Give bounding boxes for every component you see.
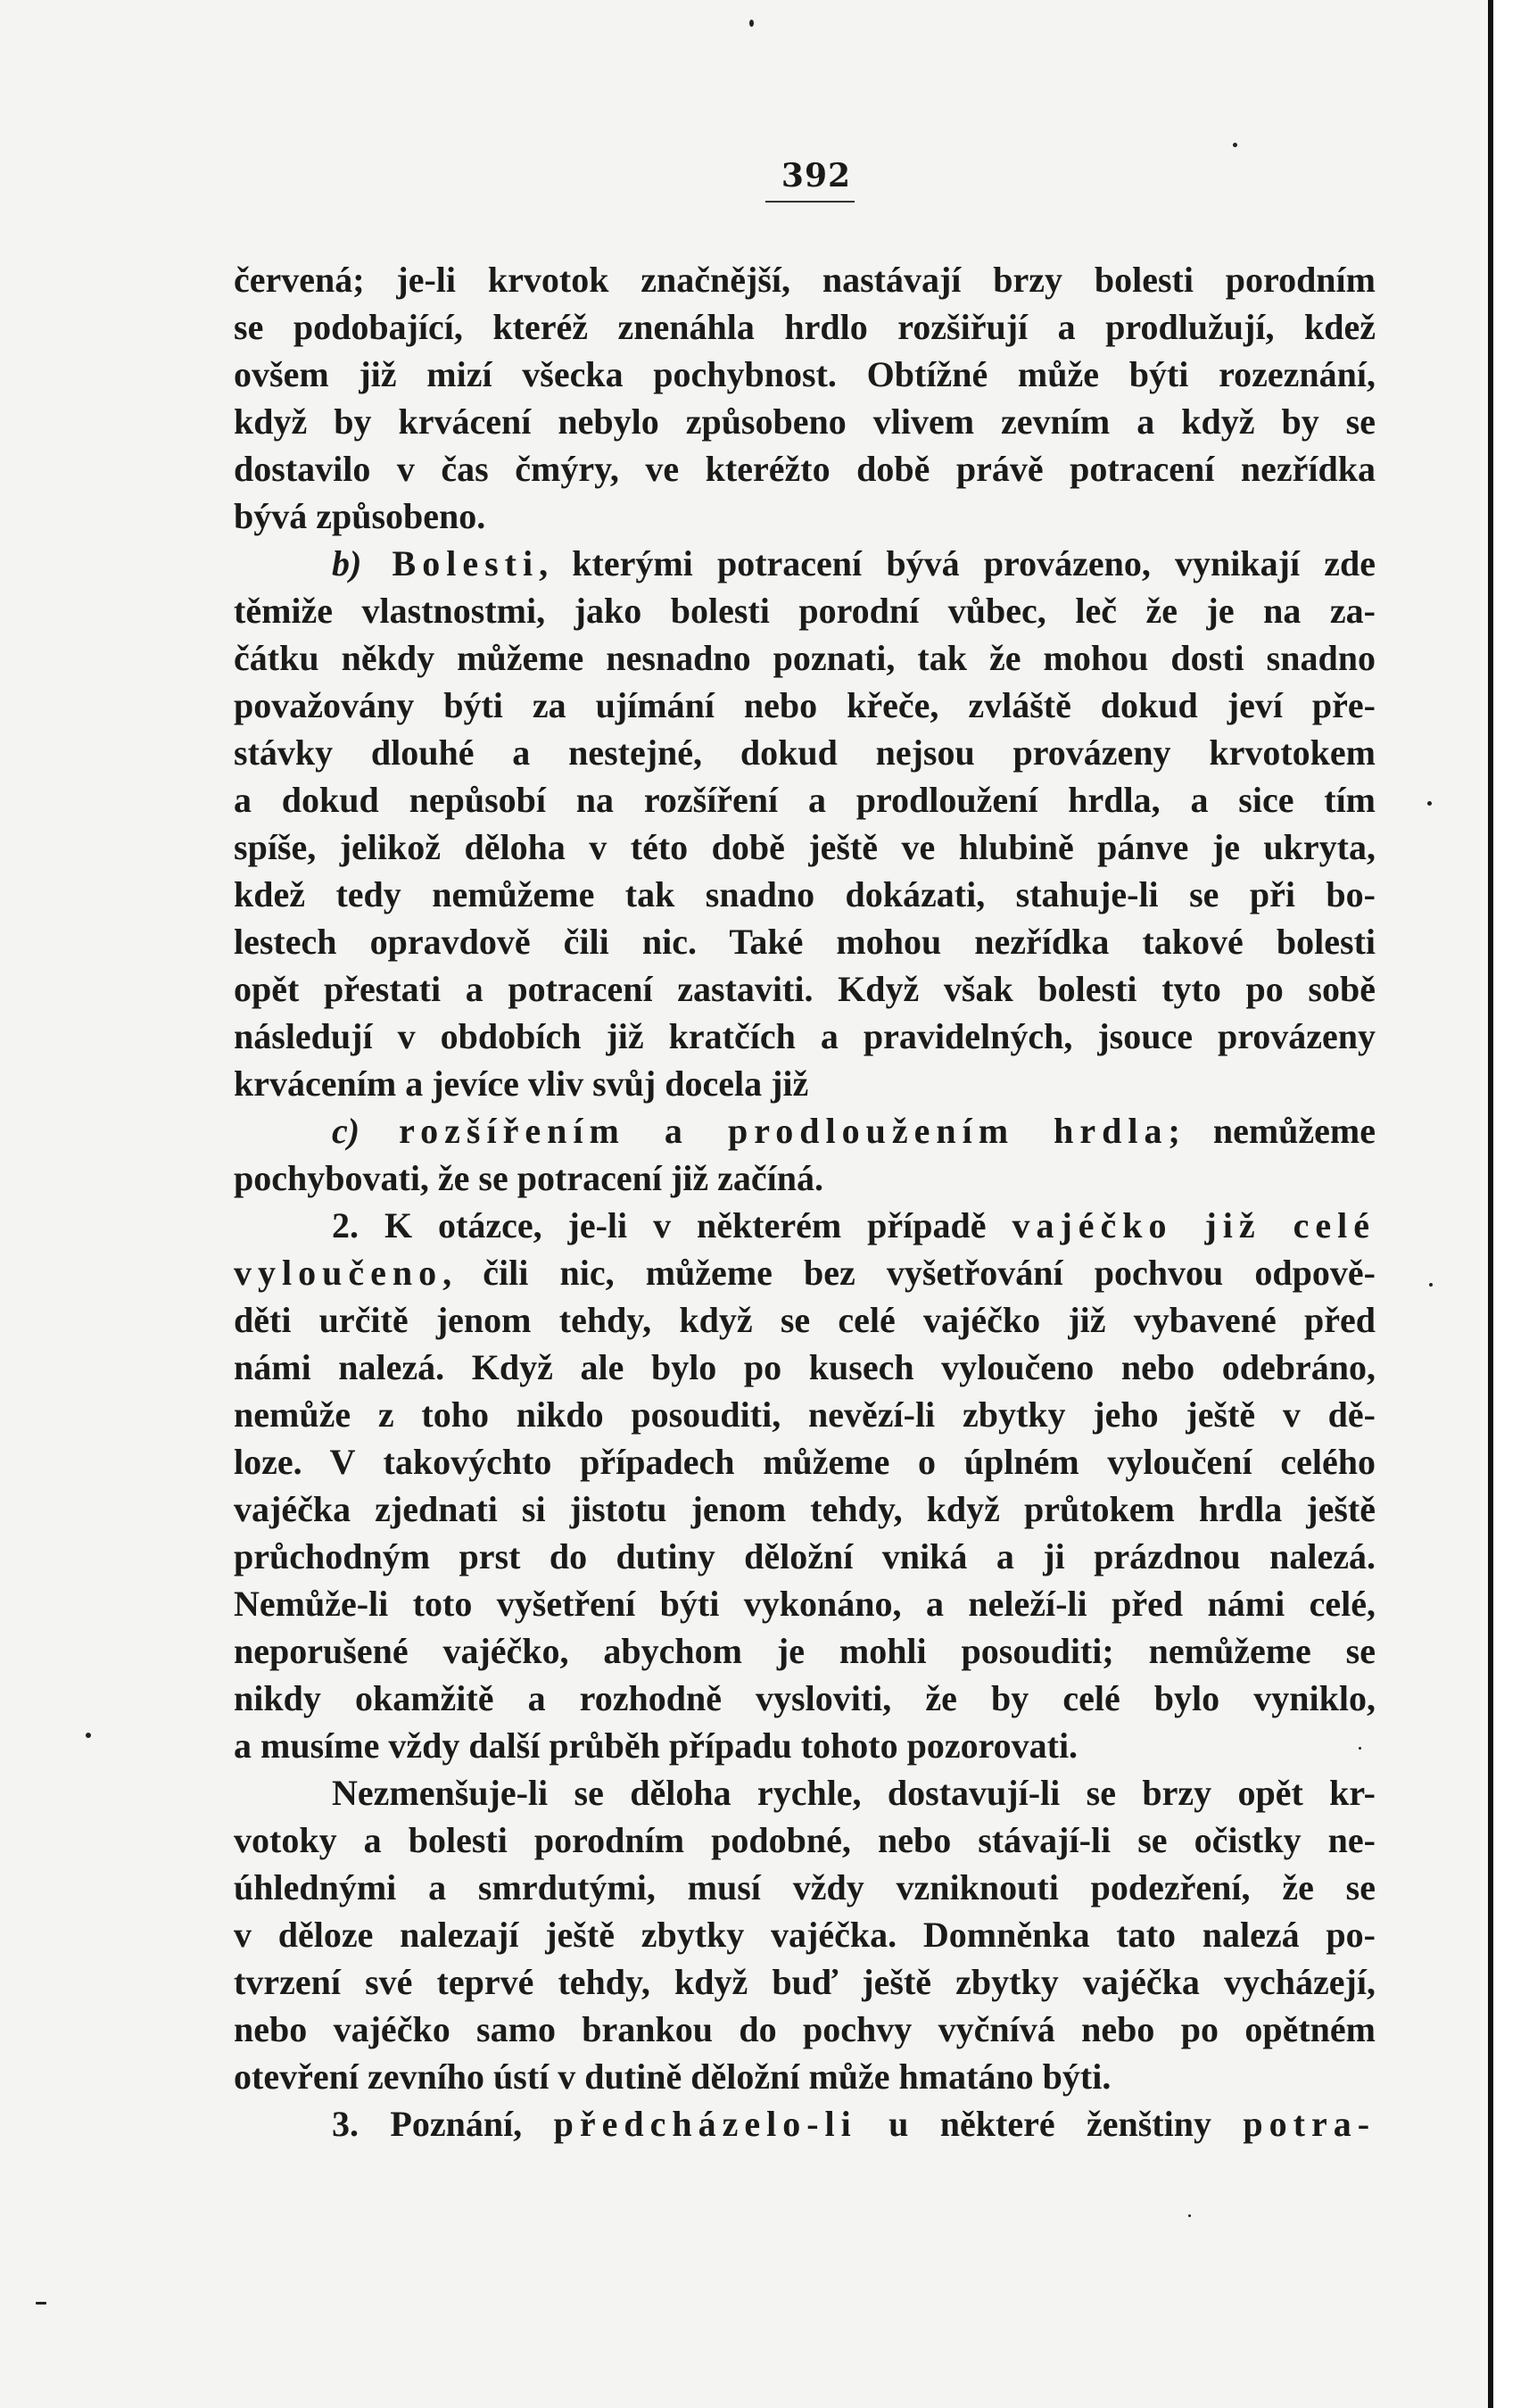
- spaced-term: Bolesti: [361, 543, 540, 583]
- paragraph-b-start: b) Bolesti, kterými potracení bývá provázeno, vynikají zde: [332, 543, 1376, 583]
- text-line: a musíme vždy další průběh případu tohoto pozorovati.: [234, 1725, 1079, 1766]
- page-number: 392: [781, 157, 852, 194]
- text-line: těmiže vlastnostmi, jako bolesti porodní vůbec, leč že je na za-: [234, 591, 1376, 631]
- text-line: pochybovati, že se potracení již začíná.: [234, 1158, 823, 1198]
- text-line: v děloze nalezají ještě zbytky vajéčka. Domněnka tato nalezá po-: [234, 1915, 1376, 1955]
- scan-speck: [1359, 1747, 1361, 1750]
- text-line: vajéčka zjednati si jistotu jenom tehdy, když průtokem hrdla ještě: [234, 1489, 1376, 1529]
- spaced-term: předcházelo-li: [553, 2104, 857, 2144]
- scan-speck: [749, 20, 754, 27]
- text-line: otevření zevního ústí v dutině děložní může hmatáno býti.: [234, 2056, 1112, 2097]
- text-line: vyloučeno, čili nic, můžeme bez vyšetřování pochvou odpově-: [234, 1253, 1376, 1293]
- text-line: votoky a bolesti porodním podobné, nebo stávají-li se očistky ne-: [234, 1820, 1376, 1860]
- page-edge-rule: [1488, 0, 1493, 2408]
- text-line: krvácením a jevíce vliv svůj docela již: [234, 1063, 809, 1104]
- text-line: neporušené vajéčko, abychom je mohli posouditi; nemůžeme se: [234, 1631, 1376, 1671]
- text-line: spíše, jelikož děloha v této době ještě ve hlubině pánve je ukryta,: [234, 827, 1376, 867]
- text-line: dostavilo v čas čmýry, ve kteréžto době právě potracení nezřídka: [234, 449, 1376, 489]
- body-text: [234, 256, 1376, 2147]
- paragraph-2-start: 2. K otázce, je-li v některém případě vajéčko již celé: [332, 1205, 1376, 1245]
- text-line: námi nalezá. Když ale bylo po kusech vyloučeno nebo odebráno,: [234, 1347, 1376, 1387]
- paragraph-c-start: c) rozšířením a prodloužením hrdla; nemůžeme: [332, 1111, 1376, 1151]
- spaced-term: vajéčko již celé: [1012, 1205, 1376, 1245]
- scan-speck: [1233, 143, 1237, 147]
- scan-speck: [1188, 2214, 1191, 2217]
- text-line: kdež tedy nemůžeme tak snadno dokázati, stahuje-li se při bo-: [234, 874, 1376, 914]
- text-line: opět přestati a potracení zastaviti. Když však bolesti tyto po sobě: [234, 969, 1376, 1009]
- text-line: Nemůže-li toto vyšetření býti vykonáno, a neleží-li před námi celé,: [234, 1584, 1376, 1624]
- text-line: bývá způsobeno.: [234, 496, 486, 536]
- paragraph-3-start: 3. Poznání, předcházelo-li u některé ženštiny potra-: [332, 2104, 1376, 2144]
- text-line: lestech opravdově čili nic. Také mohou nezřídka takové bolesti: [234, 922, 1376, 962]
- scan-speck: [36, 2302, 46, 2305]
- text-line: nemůže z toho nikdo posouditi, nevězí-li zbytky jeho ještě v dě-: [234, 1394, 1376, 1435]
- list-marker-b: b): [332, 543, 362, 583]
- scan-speck: [1429, 1283, 1433, 1287]
- text-line: a dokud nepůsobí na rozšíření a prodloužení hrdla, a sice tím: [234, 780, 1376, 820]
- text-line: považovány býti za ujímání nebo křeče, zvláště dokud jeví pře-: [234, 685, 1376, 725]
- text-line: nebo vajéčko samo brankou do pochvy vyčnívá nebo po opětném: [234, 2009, 1376, 2049]
- text-line: nikdy okamžitě a rozhodně vysloviti, že by celé bylo vyniklo,: [234, 1678, 1376, 1718]
- text-line: červená; je-li krvotok značnější, nastávají brzy bolesti porodním: [234, 260, 1376, 300]
- text-line: ovšem již mizí všecka pochybnost. Obtížné může býti rozeznání,: [234, 354, 1376, 394]
- spaced-term: potra-: [1243, 2104, 1376, 2144]
- text-line: stávky dlouhé a nestejné, dokud nejsou provázeny krvotokem: [234, 732, 1376, 773]
- text-line: když by krvácení nebylo způsobeno vlivem zevním a když by se: [234, 401, 1376, 442]
- text-line: čátku někdy můžeme nesnadno poznati, tak že mohou dosti snadno: [234, 638, 1376, 678]
- paragraph-start: Nezmenšuje-li se děloha rychle, dostavují-li se brzy opět kr-: [332, 1773, 1376, 1813]
- spaced-term: vyloučeno: [234, 1253, 443, 1293]
- text-line: úhlednými a smrdutými, musí vždy vzniknouti podezření, že se: [234, 1867, 1376, 1907]
- text-line: následují v obdobích již kratčích a pravidelných, jsouce provázeny: [234, 1016, 1376, 1056]
- scan-speck: [86, 1733, 91, 1738]
- text-line: průchodným prst do dutiny děložní vniká a ji prázdnou nalezá.: [234, 1536, 1376, 1576]
- text-line: se podobající, kteréž znenáhla hrdlo rozšiřují a prodlužují, kdež: [234, 307, 1376, 347]
- text-line: loze. V takovýchto případech můžeme o úplném vyloučení celého: [234, 1442, 1376, 1482]
- text-line: tvrzení své teprvé tehdy, když buď ještě zbytky vajéčka vycházejí,: [234, 1962, 1376, 2002]
- text-line: děti určitě jenom tehdy, když se celé vajéčko již vybavené před: [234, 1300, 1376, 1340]
- scan-speck: [1427, 801, 1432, 806]
- page-number-underline: [765, 201, 855, 203]
- list-marker-c: c): [332, 1111, 360, 1151]
- spaced-term: rozšířením a prodloužením hrdla: [360, 1111, 1169, 1151]
